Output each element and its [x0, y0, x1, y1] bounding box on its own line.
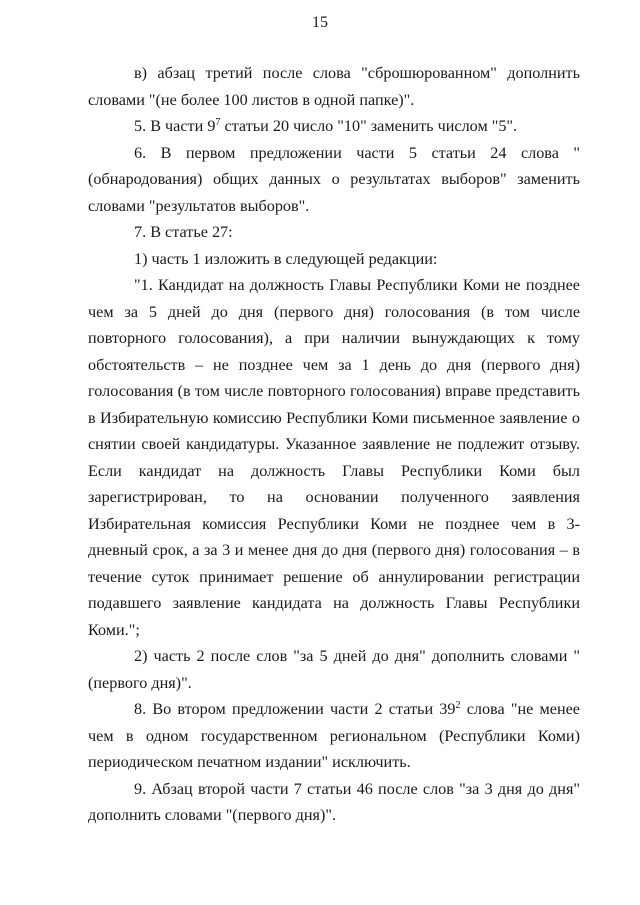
paragraph-item-8	[88, 696, 580, 776]
paragraph-item-5-pre: 5. В части 9	[134, 117, 216, 135]
page-number: 15	[312, 14, 328, 31]
paragraph-item-8-post: слова "не менее чем в одном государственном региональном (Республики Коми) периодическом печатном издании" исключить.	[88, 700, 580, 771]
document-body	[88, 60, 580, 829]
paragraph-item-8-superscript: 2	[455, 700, 461, 711]
paragraph-item-9: 9. Абзац второй части 7 статьи 46 после слов "за 3 дня до дня" дополнить словами "(первого дня)".	[88, 779, 580, 824]
paragraph-item-5-post: статьи 20 число "10" заменить числом "5".	[220, 117, 518, 135]
paragraph-item-8-pre: 8. Во втором предложении части 2 статьи 39	[134, 700, 456, 718]
paragraph-item-5	[88, 113, 580, 140]
paragraph-item-6: 6. В первом предложении части 5 статьи 24 слова "(обнародования) общих данных о результатах выборов" заменить словами "результатов выборов".	[88, 143, 580, 215]
paragraph-amendment-v: в) абзац третий после слова "сброшюрованном" дополнить словами "(не более 100 листов в одной папке)".	[88, 64, 580, 109]
paragraph-item-7-1: 1) часть 1 изложить в следующей редакции:	[134, 249, 438, 268]
paragraph-item-5-superscript: 7	[215, 117, 221, 128]
paragraph-item-7: 7. В статье 27:	[134, 223, 233, 241]
paragraph-item-7-1-quote: "1. Кандидат на должность Главы Республики Коми не позднее чем за 5 дней до дня (первого дня) голосования (в том числе повторного голосования), а при наличии вынуждающих к тому обстоятельств – не позднее чем за 1 день до дня (первого дня) голосования (в том числе повторного голосования) вправе представить в Избирательную комиссию Республики Коми письменное заявление о снятии своей кандидатуры. Указанное заявление не подлежит отзыву. Если кандидат на должность Главы Республики Коми был зарегистрирован, то на основании полученного заявления Избирательная комиссия Республики Коми не позднее чем в 3-дневный срок, а за 3 и менее дня до дня (первого дня) голосования – в течение суток принимает решение об аннулировании регистрации подавшего заявление кандидата на должность Главы Республики Коми.";	[88, 276, 580, 639]
paragraph-item-7-2: 2) часть 2 после слов "за 5 дней до дня" дополнить словами "(первого дня)".	[88, 647, 580, 692]
